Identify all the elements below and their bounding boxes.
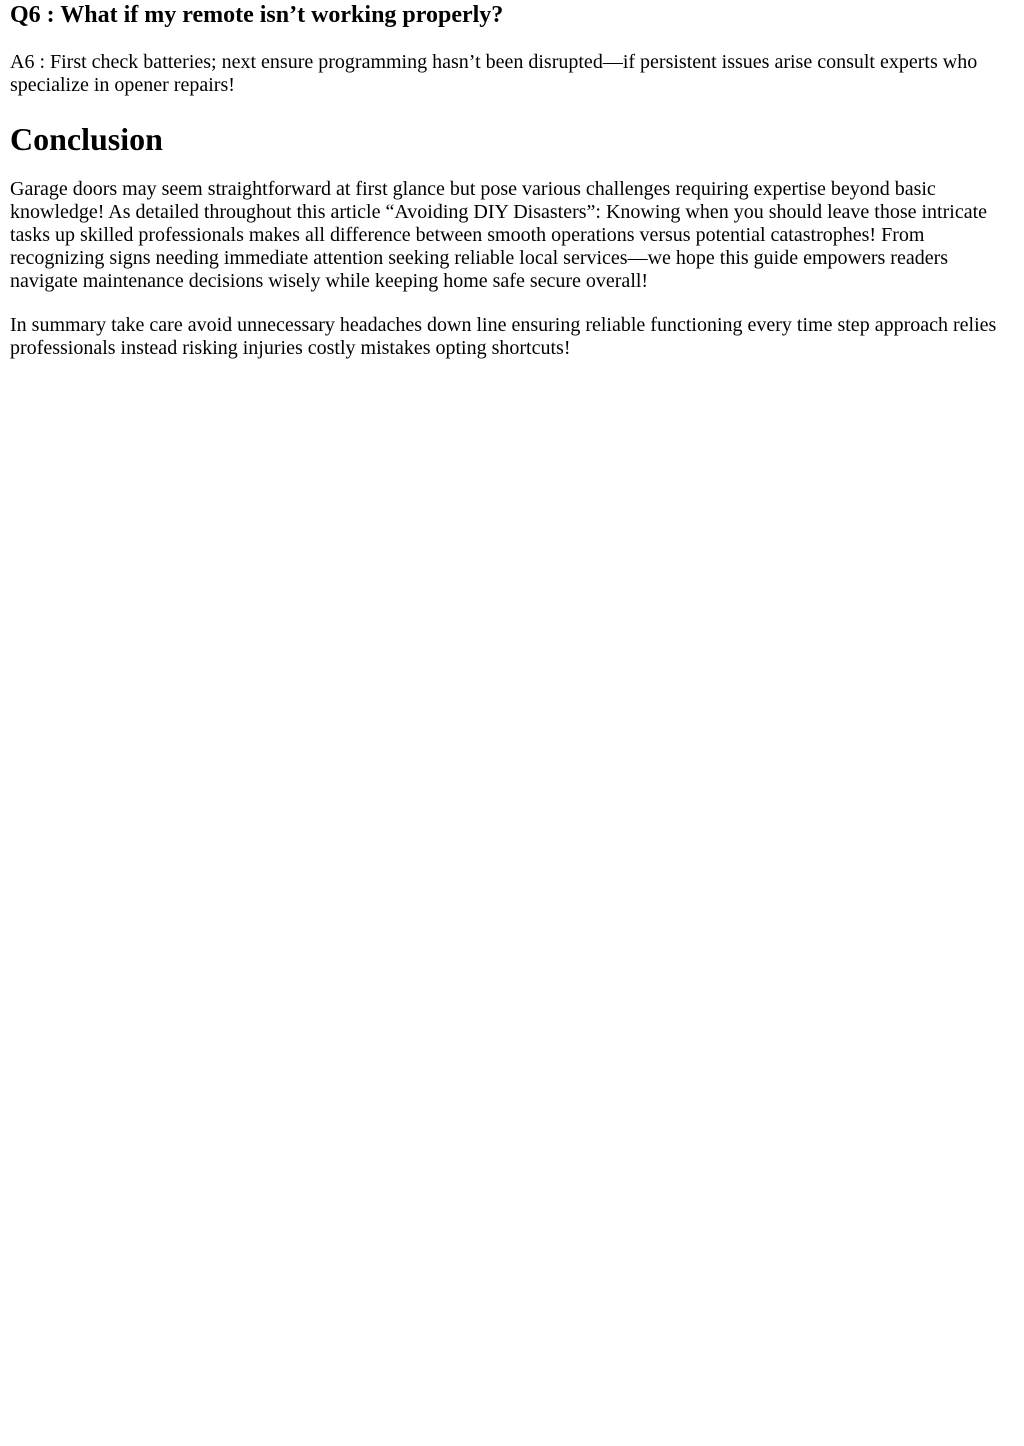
- faq-question-heading: Q6 : What if my remote isn’t working properly?: [10, 2, 504, 28]
- conclusion-paragraph-2: In summary take care avoid unnecessary headaches down line ensuring reliable functioning every time step approach relies professionals instead risking injuries costly mistakes opting shortcuts!: [10, 314, 997, 359]
- conclusion-paragraph-1: Garage doors may seem straightforward at first glance but pose various challenges requiring expertise beyond basic knowledge! As detailed throughout this article “Avoiding DIY Disasters”: Knowing when you should leave those intricate tasks up skilled professionals makes all difference between smooth operations versus potential catastrophes! From recognizing signs needing immediate attention seeking reliable local services—we hope this guide empowers readers navigate maintenance decisions wisely while keeping home safe secure overall!: [10, 178, 988, 292]
- faq-answer-text: A6 : First check batteries; next ensure programming hasn’t been disrupted—if persistent issues arise consult experts who specialize in opener repairs!: [10, 51, 978, 96]
- article-content: [0, 0, 1024, 360]
- conclusion-heading: Conclusion: [10, 121, 163, 157]
